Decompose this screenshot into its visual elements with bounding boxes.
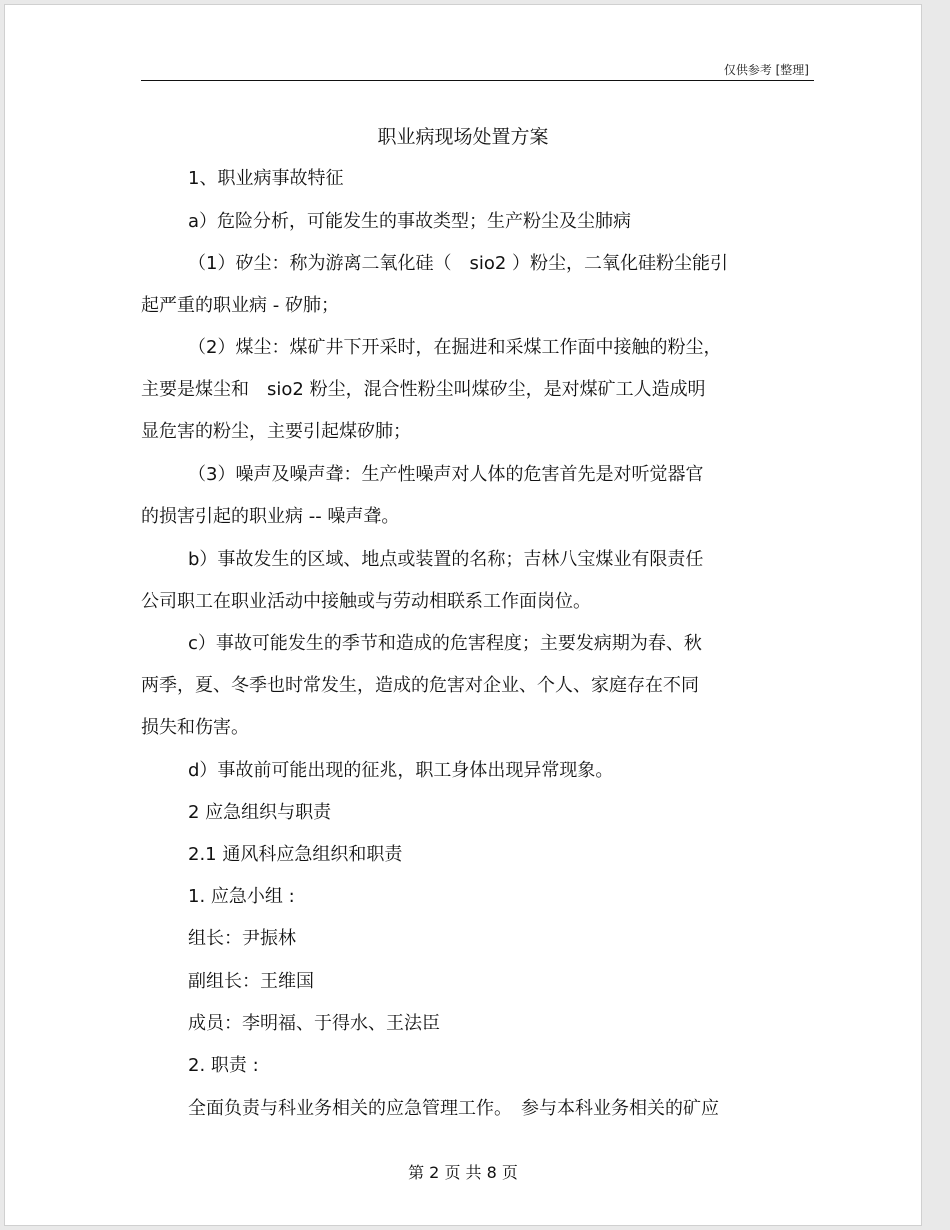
page-title: 职业病现场处置方案 <box>377 126 549 148</box>
paragraph-line: 两季，夏、冬季也时常发生，造成的危害对企业、个人、家庭存在不同 <box>141 675 699 696</box>
paragraph-line: 的损害引起的职业病 -- 噪声聋。 <box>141 506 400 527</box>
list-item: 成员：李明福、于得水、王法臣 <box>188 1013 440 1034</box>
header-note: 仅供参考 [整理] <box>723 63 809 77</box>
section-heading: 2 应急组织与职责 <box>188 802 332 823</box>
paragraph-line: c）事故可能发生的季节和造成的危害程度；主要发病期为春、秋 <box>188 633 702 654</box>
list-item: 1. 应急小组 : <box>188 886 295 907</box>
paragraph-line: b）事故发生的区域、地点或装置的名称；吉林八宝煤业有限责任 <box>188 549 704 570</box>
list-item: 副组长：王维国 <box>188 971 314 992</box>
paragraph-line: 主要是煤尘和 sio2 粉尘，混合性粉尘叫煤矽尘，是对煤矿工人造成明 <box>141 379 706 400</box>
paragraph-line: 起严重的职业病 - 矽肺； <box>141 295 339 316</box>
list-item: 组长：尹振林 <box>188 928 296 949</box>
paragraph-line: （3）噪声及噪声聋：生产性噪声对人体的危害首先是对听觉器官 <box>188 464 704 485</box>
header-divider <box>141 80 814 81</box>
paragraph-line: 显危害的粉尘，主要引起煤矽肺； <box>141 421 411 442</box>
paragraph-line: （2）煤尘：煤矿井下开采时，在掘进和采煤工作面中接触的粉尘， <box>188 337 722 358</box>
document-page <box>4 4 922 1226</box>
paragraph-line: a）危险分析，可能发生的事故类型；生产粉尘及尘肺病 <box>188 211 632 232</box>
paragraph-line: 公司职工在职业活动中接触或与劳动相联系工作面岗位。 <box>141 591 591 612</box>
paragraph-line: 全面负责与科业务相关的应急管理工作。 参与本科业务相关的矿应 <box>188 1098 719 1119</box>
paragraph-line: d）事故前可能出现的征兆，职工身体出现异常现象。 <box>188 760 614 781</box>
subsection-heading: 2.1 通风科应急组织和职责 <box>188 844 403 865</box>
section-heading: 1、职业病事故特征 <box>188 168 344 189</box>
paragraph-line: 损失和伤害。 <box>141 717 249 738</box>
paragraph-line: （1）矽尘：称为游离二氧化硅（ sio2 ）粉尘，二氧化硅粉尘能引 <box>188 253 729 274</box>
list-item: 2. 职责 : <box>188 1055 259 1076</box>
page-number: 第 2 页 共 8 页 <box>408 1163 518 1182</box>
